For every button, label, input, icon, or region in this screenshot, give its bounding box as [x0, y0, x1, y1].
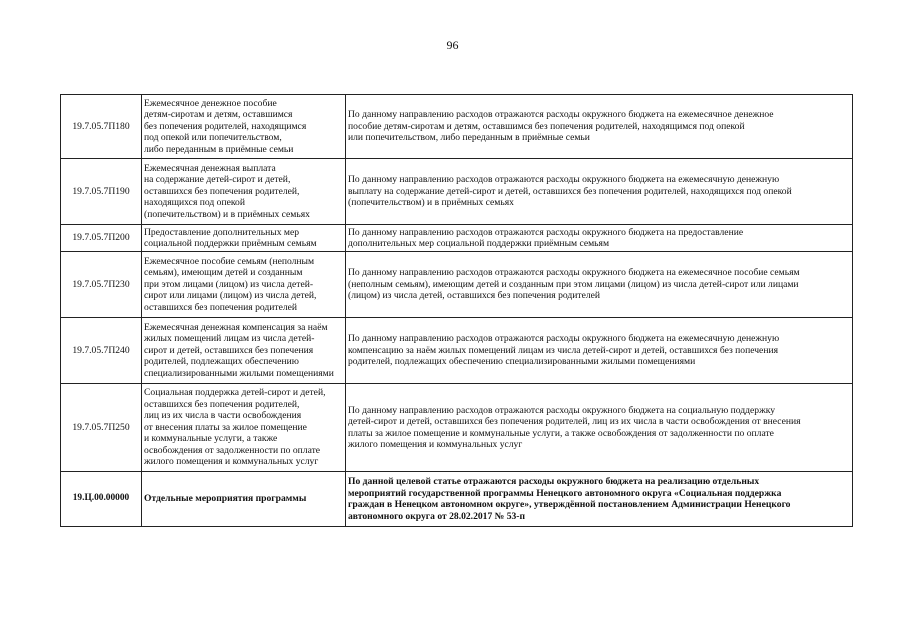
expense-description: По данному направлению расходов отражаются расходы окружного бюджета на ежемесячное пособие семьям (неполным семьям), имеющим детей и созданным при этом лицами (лицом) из числа детей-сирот или лицами (лицом) из числа детей, оставшихся без попечения родителей: [346, 252, 853, 318]
expense-description: По данному направлению расходов отражаются расходы окружного бюджета на ежемесячное денежное пособие детям-сиротам и детям, оставшимся без попечения родителей, находящимся под опекой или попечительством, либо переданным в приёмные семьи: [346, 95, 853, 159]
table-row: [61, 225, 853, 252]
target-code: 19.7.05.7П200: [61, 225, 142, 252]
target-code: 19.7.05.7П180: [61, 95, 142, 159]
table-row: [61, 252, 853, 318]
expense-name: Ежемесячная денежная выплата на содержание детей-сирот и детей, оставшихся без попечения родителей, находящихся под опекой (попечительством) и в приёмных семьях: [142, 159, 346, 225]
expense-name: Ежемесячная денежная компенсация за наём жилых помещений лицам из числа детей- сирот и детей, оставшихся без попечения родителей, подлежащих обеспечению специализированными жилыми помещениями: [142, 318, 346, 384]
table-row: [61, 472, 853, 527]
expense-description: По данной целевой статье отражаются расходы окружного бюджета на реализацию отдельных мероприятий государственной программы Ненецкого автономного округа «Социальная поддержка граждан в Ненецком автономном округе», утверждённой постановлением Администрации Ненецкого автономного округа от 28.02.2017 № 53-п: [346, 472, 853, 527]
expense-description: По данному направлению расходов отражаются расходы окружного бюджета на социальную поддержку детей-сирот и детей, оставшихся без попечения родителей, лиц из их числа в части освобождения от внесения платы за жилое помещение и коммунальные услуги, а также освобождения от задолженности по оплате жилого помещения и коммунальных услуг: [346, 384, 853, 472]
table-row: [61, 318, 853, 384]
expense-description: По данному направлению расходов отражаются расходы окружного бюджета на ежемесячную денежную компенсацию за наём жилых помещений лицам из числа детей-сирот и детей, оставшихся без попечения родителей, подлежащих обеспечению специализированными жилыми помещениями: [346, 318, 853, 384]
expense-description: По данному направлению расходов отражаются расходы окружного бюджета на предоставление дополнительных мер социальной поддержки приёмным семьям: [346, 225, 853, 252]
expense-name: Социальная поддержка детей-сирот и детей, оставшихся без попечения родителей, лиц из их числа в части освобождения от внесения платы за жилое помещение и коммунальные услуги, а также освобождения от задолженности по оплате жилого помещения и коммунальных услуг: [142, 384, 346, 472]
table-row: [61, 95, 853, 159]
target-code: 19.7.05.7П190: [61, 159, 142, 225]
expense-description: По данному направлению расходов отражаются расходы окружного бюджета на ежемесячную денежную выплату на содержание детей-сирот и детей, оставшихся без попечения родителей, находящихся под опекой (попечительством) и в приёмных семьях: [346, 159, 853, 225]
expense-name: Отдельные мероприятия программы: [142, 472, 346, 527]
target-code: 19.Ц.00.00000: [61, 472, 142, 527]
target-code: 19.7.05.7П240: [61, 318, 142, 384]
expense-name: Ежемесячное пособие семьям (неполным семьям), имеющим детей и созданным при этом лицами (лицом) из числа детей- сирот или лицами (лицом) из числа детей, оставшихся без попечения родителей: [142, 252, 346, 318]
expense-name: Ежемесячное денежное пособие детям-сиротам и детям, оставшимся без попечения родителей, находящимся под опекой или попечительством, либо переданным в приёмные семьи: [142, 95, 346, 159]
page-number: 96: [446, 38, 459, 52]
table-row: [61, 384, 853, 472]
expense-name: Предоставление дополнительных мер социальной поддержки приёмным семьям: [142, 225, 346, 252]
budget-classification-table: [60, 94, 853, 527]
table-row: [61, 159, 853, 225]
target-code: 19.7.05.7П250: [61, 384, 142, 472]
target-code: 19.7.05.7П230: [61, 252, 142, 318]
